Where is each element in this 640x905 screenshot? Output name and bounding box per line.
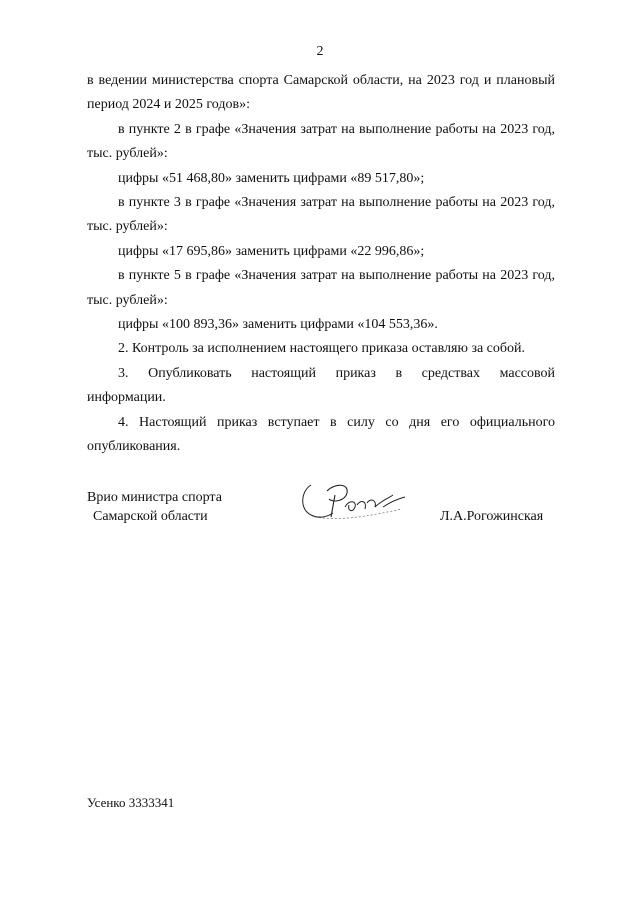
paragraph-control-clause: 2. Контроль за исполнением настоящего приказа оставляю за собой. <box>118 341 526 357</box>
paragraph-item-3-change: цифры «17 695,86» заменить цифрами «22 996,86»; <box>118 243 425 259</box>
paragraph-intro: в ведении министерства спорта Самарской области, на 2023 год и плановый период 2024 и 2025 годов»: <box>87 73 555 113</box>
page-number: 2 <box>316 44 324 59</box>
paragraph-item-3-heading: в пункте 3 в графе «Значения затрат на выполнение работы на 2023 год, тыс. рублей»: <box>87 195 555 235</box>
handwritten-signature <box>297 479 409 523</box>
signatory-name: Л.А.Рогожинская <box>440 509 544 524</box>
executor-note: Усенко 3333341 <box>87 795 175 810</box>
paragraph-publish-clause: 3. Опубликовать настоящий приказ в средствах массовой информации. <box>87 365 555 406</box>
paragraph-item-5-change: цифры «100 893,36» заменить цифрами «104 553,36». <box>118 317 438 333</box>
signatory-position-line-1: Врио министра спорта <box>87 490 222 505</box>
paragraph-item-2-change: цифры «51 468,80» заменить цифрами «89 517,80»; <box>118 170 425 186</box>
paragraph-item-2-heading: в пункте 2 в графе «Значения затрат на выполнение работы на 2023 год, тыс. рублей»: <box>87 121 555 162</box>
paragraph-item-5-heading: в пункте 5 в графе «Значения затрат на выполнение работы на 2023 год, тыс. рублей»: <box>87 268 555 308</box>
paragraph-effective-clause: 4. Настоящий приказ вступает в силу со дня его официального опубликования. <box>87 414 555 455</box>
document-body <box>87 69 555 460</box>
signature-block <box>0 488 640 538</box>
signatory-position-line-2: Самарской области <box>93 509 208 524</box>
